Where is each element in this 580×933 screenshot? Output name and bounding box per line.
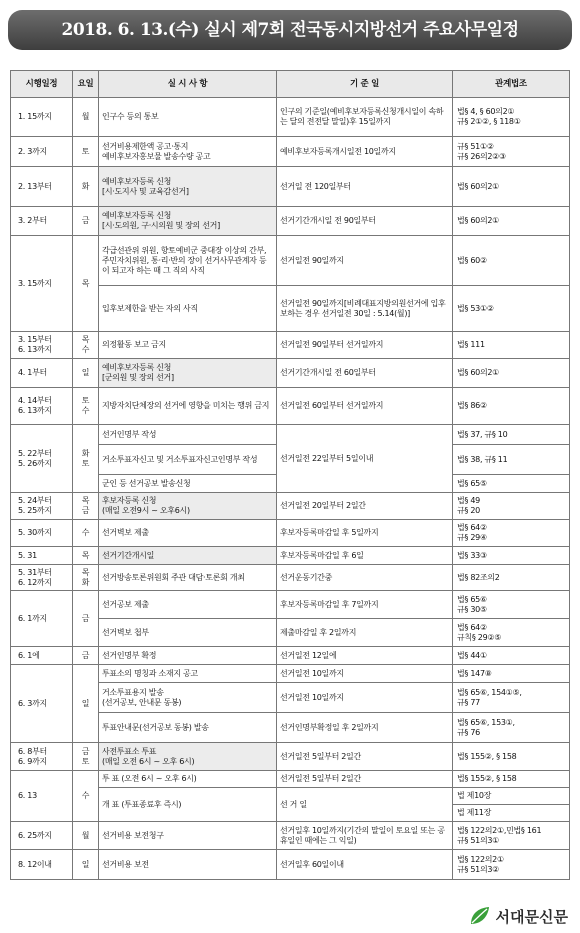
law-cell: 법§ 38, 규§ 11 — [453, 445, 570, 475]
item-cell: 입후보제한을 받는 자의 사직 — [99, 286, 277, 332]
date-cell: 5. 31부터 6. 12까지 — [11, 565, 73, 591]
day-cell: 금 — [73, 647, 99, 665]
item-cell: 사전투표소 투표 (매일 오전 6시 ~ 오후 6시) — [99, 743, 277, 771]
law-cell: 법§ 44① — [453, 647, 570, 665]
law-cell: 법§ 155②, § 158 — [453, 743, 570, 771]
item-cell: 선거인명부 작성 — [99, 425, 277, 445]
law-cell: 법§ 86② — [453, 388, 570, 425]
item-cell: 예비후보자등록 신청 [시·도의원, 구·시의원 및 장의 선거] — [99, 207, 277, 236]
day-cell: 목 금 — [73, 493, 99, 520]
table-row — [11, 743, 570, 771]
day-cell: 화 토 — [73, 425, 99, 493]
date-cell: 2. 13부터 — [11, 167, 73, 207]
date-cell: 2. 3까지 — [11, 137, 73, 167]
base-cell: 선 거 일 — [277, 788, 453, 822]
date-cell: 3. 15까지 — [11, 236, 73, 332]
law-cell: 법§ 64② 규§ 29④ — [453, 520, 570, 547]
item-cell: 개 표 (투표종료후 즉시) — [99, 788, 277, 822]
law-cell: 법§ 65⑤ — [453, 475, 570, 493]
base-cell: 선거일전 10일까지 — [277, 665, 453, 683]
item-cell: 예비후보자등록 신청 [군의원 및 장의 선거] — [99, 359, 277, 388]
item-cell: 투표소의 명칭과 소재지 공고 — [99, 665, 277, 683]
law-cell: 법§ 60의2① — [453, 359, 570, 388]
day-cell: 일 — [73, 665, 99, 743]
item-cell: 투표안내문(선거공보 동봉) 발송 — [99, 713, 277, 743]
table-row — [11, 520, 570, 547]
item-cell: 지방자치단체장의 선거에 영향을 미치는 행위 금지 — [99, 388, 277, 425]
date-cell: 5. 24부터 5. 25까지 — [11, 493, 73, 520]
law-cell: 법§ 60의2① — [453, 207, 570, 236]
schedule-table — [10, 70, 570, 880]
item-cell: 선거기간개시일 — [99, 547, 277, 565]
law-cell: 법§ 155②, § 158 — [453, 771, 570, 788]
law-cell: 법§ 60② — [453, 236, 570, 286]
date-cell: 3. 15부터 6. 13까지 — [11, 332, 73, 359]
date-cell: 3. 2부터 — [11, 207, 73, 236]
item-cell: 각급선관위 위원, 향토예비군 중대장 이상의 간부, 주민자치위원, 통·리·반의 장이 선거사무관계자 등이 되고자 하는 때 그 직의 사직 — [99, 236, 277, 286]
date-cell: 5. 30까지 — [11, 520, 73, 547]
item-cell: 투 표 (오전 6시 ~ 오후 6시) — [99, 771, 277, 788]
table-row — [11, 850, 570, 880]
table-row — [11, 98, 570, 137]
day-cell: 목 — [73, 547, 99, 565]
law-cell: 법§ 49 규§ 20 — [453, 493, 570, 520]
base-cell: 선거일전 90일부터 선거일까지 — [277, 332, 453, 359]
date-cell: 6. 25까지 — [11, 822, 73, 850]
base-cell: 후보자등록마감일 후 7일까지 — [277, 591, 453, 619]
base-cell: 인구의 기준일(예비후보자등록신청개시일이 속하는 달의 전전달 말일)후 15일까지 — [277, 98, 453, 137]
item-cell: 의정활동 보고 금지 — [99, 332, 277, 359]
base-cell: 선거일전 90일까지 — [277, 236, 453, 286]
item-cell: 선거비용 보전 — [99, 850, 277, 880]
table-row — [11, 388, 570, 425]
table-row — [11, 771, 570, 788]
logo-text: 서대문신문 — [495, 907, 568, 926]
law-cell: 법§ 37, 규§ 10 — [453, 425, 570, 445]
item-cell: 선거공보 제출 — [99, 591, 277, 619]
date-cell: 6. 1까지 — [11, 591, 73, 647]
base-cell: 선거일전 5일부터 2일간 — [277, 743, 453, 771]
base-cell: 예비후보자등록개시일전 10일까지 — [277, 137, 453, 167]
base-cell: 후보자등록마감일 후 5일까지 — [277, 520, 453, 547]
date-cell: 6. 3까지 — [11, 665, 73, 743]
law-cell: 법§ 122의2① 규§ 51의3② — [453, 850, 570, 880]
table-row — [11, 359, 570, 388]
table-row — [11, 236, 570, 286]
item-cell: 거소투표용지 발송 (선거공보, 안내문 동봉) — [99, 683, 277, 713]
item-cell: 후보자등록 신청 (매일 오전9시 ~ 오후6시) — [99, 493, 277, 520]
item-cell: 군인 등 선거공보 발송신청 — [99, 475, 277, 493]
base-cell: 선거기간개시일 전 60일부터 — [277, 359, 453, 388]
item-cell: 예비후보자등록 신청 [시·도지사 및 교육감선거] — [99, 167, 277, 207]
day-cell: 목 수 — [73, 332, 99, 359]
header-law: 관계법조 — [453, 71, 570, 98]
table-row — [11, 207, 570, 236]
item-cell: 선거벽보 첩부 — [99, 619, 277, 647]
law-cell: 법 제11장 — [453, 805, 570, 822]
base-cell: 선거일후 60일이내 — [277, 850, 453, 880]
day-cell: 화 — [73, 167, 99, 207]
table-row — [11, 665, 570, 683]
item-cell: 선거인명부 확정 — [99, 647, 277, 665]
date-cell: 5. 22부터 5. 26까지 — [11, 425, 73, 493]
day-cell: 월 — [73, 98, 99, 137]
law-cell: 법§ 147⑧ — [453, 665, 570, 683]
day-cell: 일 — [73, 359, 99, 388]
law-cell: 법§ 53①② — [453, 286, 570, 332]
header-date: 시행일정 — [11, 71, 73, 98]
header-item: 실 시 사 항 — [99, 71, 277, 98]
item-cell: 선거벽보 제출 — [99, 520, 277, 547]
page-title: 2018. 6. 13.(수) 실시 제7회 전국동시지방선거 주요사무일정 — [8, 10, 572, 50]
date-cell: 4. 1부터 — [11, 359, 73, 388]
base-cell: 선거인명부확정일 후 2일까지 — [277, 713, 453, 743]
day-cell: 수 — [73, 771, 99, 822]
leaf-logo-icon — [468, 905, 492, 927]
date-cell: 6. 1에 — [11, 647, 73, 665]
table-row — [11, 547, 570, 565]
day-cell: 금 — [73, 591, 99, 647]
base-cell: 선거일전 90일까지[비례대표지방의원선거에 입후보하는 경우 선거일전 30일 : 5.14(월)] — [277, 286, 453, 332]
date-cell: 4. 14부터 6. 13까지 — [11, 388, 73, 425]
table-row — [11, 493, 570, 520]
table-row — [11, 591, 570, 619]
law-cell: 법§ 60의2① — [453, 167, 570, 207]
table-row — [11, 137, 570, 167]
base-cell: 선거일후 10일까지(기간의 말일이 토요일 또는 공휴일인 때에는 그 익일) — [277, 822, 453, 850]
base-cell: 제출마감일 후 2일까지 — [277, 619, 453, 647]
day-cell: 토 수 — [73, 388, 99, 425]
day-cell: 목 화 — [73, 565, 99, 591]
table-row — [11, 822, 570, 850]
date-cell: 6. 8부터 6. 9까지 — [11, 743, 73, 771]
base-cell: 선거일전 10일까지 — [277, 683, 453, 713]
law-cell: 법§ 65⑥ 규§ 30⑤ — [453, 591, 570, 619]
day-cell: 목 — [73, 236, 99, 332]
base-cell: 선거기간개시일 전 90일부터 — [277, 207, 453, 236]
date-cell: 6. 13 — [11, 771, 73, 822]
item-cell: 거소투표자신고 및 거소투표자신고인명부 작성 — [99, 445, 277, 475]
law-cell: 법§ 33③ — [453, 547, 570, 565]
base-cell: 선거일전 12일에 — [277, 647, 453, 665]
date-cell: 1. 15까지 — [11, 98, 73, 137]
base-cell: 선거일전 60일부터 선거일까지 — [277, 388, 453, 425]
base-cell: 선거운동기간중 — [277, 565, 453, 591]
header-base: 기 준 일 — [277, 71, 453, 98]
table-row — [11, 647, 570, 665]
item-cell: 인구수 등의 통보 — [99, 98, 277, 137]
table-row — [11, 565, 570, 591]
table-row — [11, 332, 570, 359]
law-cell: 법 제10장 — [453, 788, 570, 805]
day-cell: 일 — [73, 850, 99, 880]
item-cell: 선거비용 보전청구 — [99, 822, 277, 850]
law-cell: 법§ 4, § 60의2① 규§ 2①②, § 118① — [453, 98, 570, 137]
item-cell: 선거방송토론위원회 주관 대담·토론회 개최 — [99, 565, 277, 591]
publisher-logo — [464, 903, 574, 929]
day-cell: 월 — [73, 822, 99, 850]
law-cell: 법§ 82조의2 — [453, 565, 570, 591]
law-cell: 규§ 51①② 규§ 26의2②③ — [453, 137, 570, 167]
day-cell: 금 — [73, 207, 99, 236]
table-row — [11, 425, 570, 445]
law-cell: 법§ 65⑥, 153①, 규§ 76 — [453, 713, 570, 743]
day-cell: 토 — [73, 137, 99, 167]
date-cell: 5. 31 — [11, 547, 73, 565]
law-cell: 법§ 111 — [453, 332, 570, 359]
date-cell: 8. 12이내 — [11, 850, 73, 880]
law-cell: 법§ 65⑥, 154①⑤, 규§ 77 — [453, 683, 570, 713]
base-cell: 선거일전 22일부터 5일이내 — [277, 425, 453, 493]
day-cell: 수 — [73, 520, 99, 547]
table-row — [11, 167, 570, 207]
law-cell: 법§ 64② 규칙§ 29②⑤ — [453, 619, 570, 647]
base-cell: 선거일전 20일부터 2일간 — [277, 493, 453, 520]
day-cell: 금 토 — [73, 743, 99, 771]
base-cell: 선거일전 5일부터 2일간 — [277, 771, 453, 788]
base-cell: 후보자등록마감일 후 6일 — [277, 547, 453, 565]
item-cell: 선거비용제한액 공고·통지 예비후보자홍보물 발송수량 공고 — [99, 137, 277, 167]
law-cell: 법§ 122의2①,민법§ 161 규§ 51의3① — [453, 822, 570, 850]
base-cell: 선거일 전 120일부터 — [277, 167, 453, 207]
header-day: 요일 — [73, 71, 99, 98]
